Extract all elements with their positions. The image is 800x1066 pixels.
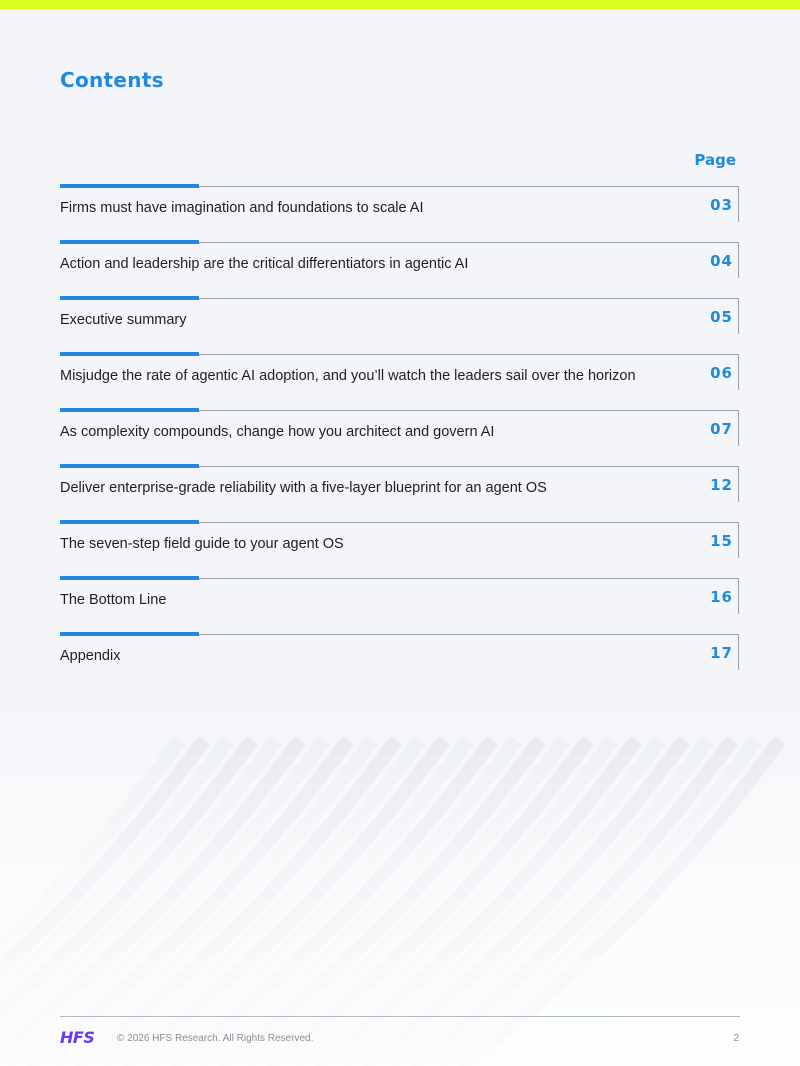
footer-divider xyxy=(60,1016,740,1017)
toc-entry-label[interactable]: Misjudge the rate of agentic AI adoption, and you’ll watch the leaders sail over the horizon xyxy=(60,368,636,384)
toc-entry-label[interactable]: Deliver enterprise-grade reliability with a five-layer blueprint for an agent OS xyxy=(60,480,547,496)
toc-page-divider xyxy=(738,522,739,558)
toc-entry-label[interactable]: As complexity compounds, change how you architect and govern AI xyxy=(60,424,495,440)
top-accent-bar xyxy=(0,0,800,9)
toc-entry-page[interactable]: 03 xyxy=(710,196,733,214)
toc-page-divider xyxy=(738,242,739,278)
toc-page-divider xyxy=(738,186,739,222)
toc-entry-page[interactable]: 04 xyxy=(710,252,733,270)
toc-entry-label[interactable]: Action and leadership are the critical differentiators in agentic AI xyxy=(60,256,469,272)
toc-accent-bar xyxy=(60,352,199,356)
toc-accent-bar xyxy=(60,296,199,300)
page-title: Contents xyxy=(60,68,164,92)
toc-page-divider xyxy=(738,578,739,614)
page-column-header: Page xyxy=(694,151,736,169)
toc-entry-label[interactable]: The seven-step field guide to your agent OS xyxy=(60,536,344,552)
hfs-logo: HFS xyxy=(60,1028,95,1047)
toc-page-divider xyxy=(738,634,739,670)
toc-entry[interactable] xyxy=(60,632,740,688)
footer-page-number: 2 xyxy=(733,1033,739,1044)
toc-accent-bar xyxy=(60,520,199,524)
toc-accent-bar xyxy=(60,464,199,468)
toc-entry-page[interactable]: 17 xyxy=(710,644,733,662)
toc-accent-bar xyxy=(60,408,199,412)
toc-entry-page[interactable]: 05 xyxy=(710,308,733,326)
toc-entry-label[interactable]: The Bottom Line xyxy=(60,592,167,608)
toc-entry-page[interactable]: 15 xyxy=(710,532,733,550)
toc-entry[interactable] xyxy=(60,408,740,464)
table-of-contents xyxy=(60,184,740,688)
toc-entry[interactable] xyxy=(60,184,740,240)
toc-page-divider xyxy=(738,298,739,334)
toc-page-divider xyxy=(738,354,739,390)
toc-accent-bar xyxy=(60,184,199,188)
toc-accent-bar xyxy=(60,632,199,636)
toc-entry-page[interactable]: 06 xyxy=(710,364,733,382)
toc-entry-label[interactable]: Executive summary xyxy=(60,312,187,328)
toc-entry-page[interactable]: 07 xyxy=(710,420,733,438)
toc-accent-bar xyxy=(60,240,199,244)
footer-copyright: © 2026 HFS Research. All Rights Reserved. xyxy=(117,1033,314,1044)
toc-entry[interactable] xyxy=(60,520,740,576)
toc-entry-label[interactable]: Appendix xyxy=(60,648,121,664)
toc-entry[interactable] xyxy=(60,240,740,296)
toc-entry[interactable] xyxy=(60,352,740,408)
toc-entry-page[interactable]: 12 xyxy=(710,476,733,494)
toc-page-divider xyxy=(738,410,739,446)
toc-accent-bar xyxy=(60,576,199,580)
toc-entry-label[interactable]: Firms must have imagination and foundations to scale AI xyxy=(60,200,424,216)
background-wave-graphic xyxy=(0,700,800,1066)
toc-entry[interactable] xyxy=(60,464,740,520)
toc-entry[interactable] xyxy=(60,296,740,352)
toc-page-divider xyxy=(738,466,739,502)
toc-entry-page[interactable]: 16 xyxy=(710,588,733,606)
toc-entry[interactable] xyxy=(60,576,740,632)
